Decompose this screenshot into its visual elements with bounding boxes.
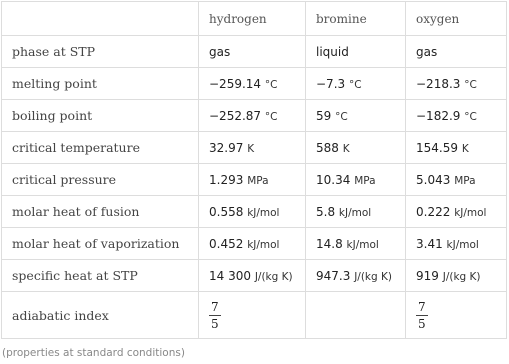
cell-value: 32.97 — [209, 140, 244, 155]
cell-unit: °C — [348, 78, 362, 91]
fraction-numerator: 7 — [418, 299, 426, 314]
cell-unit: K — [342, 142, 350, 155]
cell-value: 154.59 — [416, 140, 458, 155]
fraction-denominator: 5 — [418, 316, 426, 331]
value-cell-hydrogen — [199, 132, 306, 164]
value-cell-hydrogen — [199, 228, 306, 260]
cell-value: 0.452 — [209, 236, 244, 251]
cell-value: 919 — [416, 268, 439, 283]
properties-table — [1, 1, 507, 339]
cell-unit: kJ/mol — [247, 238, 280, 251]
row-label: melting point — [2, 68, 199, 100]
cell-unit: °C — [264, 78, 278, 91]
row-label: molar heat of fusion — [2, 196, 199, 228]
value-cell-bromine — [306, 132, 406, 164]
value-cell-hydrogen — [199, 196, 306, 228]
cell-value: liquid — [316, 44, 349, 59]
cell-value: 0.558 — [209, 204, 244, 219]
cell-value: 1.293 — [209, 172, 244, 187]
table-row — [2, 100, 507, 132]
cell-unit: MPa — [454, 174, 476, 187]
corner-header-cell — [2, 2, 199, 36]
fraction-denominator: 5 — [211, 316, 219, 331]
value-cell-hydrogen — [199, 292, 306, 339]
cell-value: 59 — [316, 108, 332, 123]
value-cell-bromine — [306, 260, 406, 292]
footnote: (properties at standard conditions) — [2, 347, 185, 359]
fraction — [209, 300, 221, 331]
cell-value: 14.8 — [316, 236, 343, 251]
table-row — [2, 228, 507, 260]
row-label: critical pressure — [2, 164, 199, 196]
value-cell-bromine — [306, 228, 406, 260]
cell-unit: K — [247, 142, 255, 155]
row-label: critical temperature — [2, 132, 199, 164]
table-row — [2, 260, 507, 292]
value-cell-oxygen — [406, 36, 507, 68]
cell-unit: MPa — [247, 174, 269, 187]
value-cell-oxygen — [406, 68, 507, 100]
fraction — [416, 300, 428, 331]
header-row — [2, 2, 507, 36]
value-cell-bromine — [306, 100, 406, 132]
cell-unit: °C — [264, 110, 278, 123]
cell-unit: kJ/mol — [338, 206, 372, 219]
value-cell-oxygen — [406, 132, 507, 164]
properties-table-body — [2, 2, 507, 339]
cell-value: −218.3 — [416, 76, 461, 91]
value-cell-bromine — [306, 292, 406, 339]
cell-value: 588 — [316, 140, 339, 155]
cell-unit: J/(kg K) — [254, 270, 293, 283]
value-cell-hydrogen — [199, 260, 306, 292]
cell-value: gas — [209, 44, 231, 59]
value-cell-oxygen — [406, 228, 507, 260]
column-header-oxygen: oxygen — [406, 2, 507, 36]
value-cell-hydrogen — [199, 36, 306, 68]
cell-value: 0.222 — [416, 204, 451, 219]
cell-value: 5.8 — [316, 204, 336, 219]
value-cell-hydrogen — [199, 164, 306, 196]
row-label: boiling point — [2, 100, 199, 132]
cell-value: −7.3 — [316, 76, 346, 91]
cell-value: 5.043 — [416, 172, 451, 187]
cell-value: 10.34 — [316, 172, 351, 187]
cell-value: 3.41 — [416, 236, 443, 251]
table-row — [2, 68, 507, 100]
cell-unit: °C — [335, 110, 348, 123]
row-label: specific heat at STP — [2, 260, 199, 292]
fraction-numerator: 7 — [211, 299, 219, 314]
cell-unit: °C — [464, 110, 477, 123]
table-row — [2, 164, 507, 196]
row-label: molar heat of vaporization — [2, 228, 199, 260]
value-cell-oxygen — [406, 196, 507, 228]
value-cell-oxygen — [406, 292, 507, 339]
value-cell-bromine — [306, 36, 406, 68]
cell-value: gas — [416, 44, 438, 59]
table-row — [2, 196, 507, 228]
value-cell-oxygen — [406, 260, 507, 292]
cell-unit: J/(kg K) — [442, 270, 481, 283]
cell-unit: kJ/mol — [454, 206, 487, 219]
cell-value: 14 300 — [209, 268, 251, 283]
cell-unit: kJ/mol — [346, 238, 379, 251]
cell-unit: MPa — [354, 174, 376, 187]
cell-value: −182.9 — [416, 108, 461, 123]
cell-unit: J/(kg K) — [354, 270, 392, 283]
table-row — [2, 292, 507, 339]
value-cell-bromine — [306, 196, 406, 228]
cell-unit: °C — [464, 78, 477, 91]
table-row — [2, 36, 507, 68]
row-label: adiabatic index — [2, 292, 199, 339]
value-cell-bromine — [306, 68, 406, 100]
cell-value: −259.14 — [209, 76, 262, 91]
column-header-hydrogen: hydrogen — [199, 2, 306, 36]
value-cell-oxygen — [406, 100, 507, 132]
cell-value: −252.87 — [209, 108, 262, 123]
column-header-bromine: bromine — [306, 2, 406, 36]
table-row — [2, 132, 507, 164]
value-cell-hydrogen — [199, 100, 306, 132]
row-label: phase at STP — [2, 36, 199, 68]
value-cell-oxygen — [406, 164, 507, 196]
cell-unit: K — [461, 142, 469, 155]
cell-unit: kJ/mol — [247, 206, 280, 219]
value-cell-bromine — [306, 164, 406, 196]
value-cell-hydrogen — [199, 68, 306, 100]
cell-value: 947.3 — [316, 268, 351, 283]
cell-unit: kJ/mol — [446, 238, 479, 251]
